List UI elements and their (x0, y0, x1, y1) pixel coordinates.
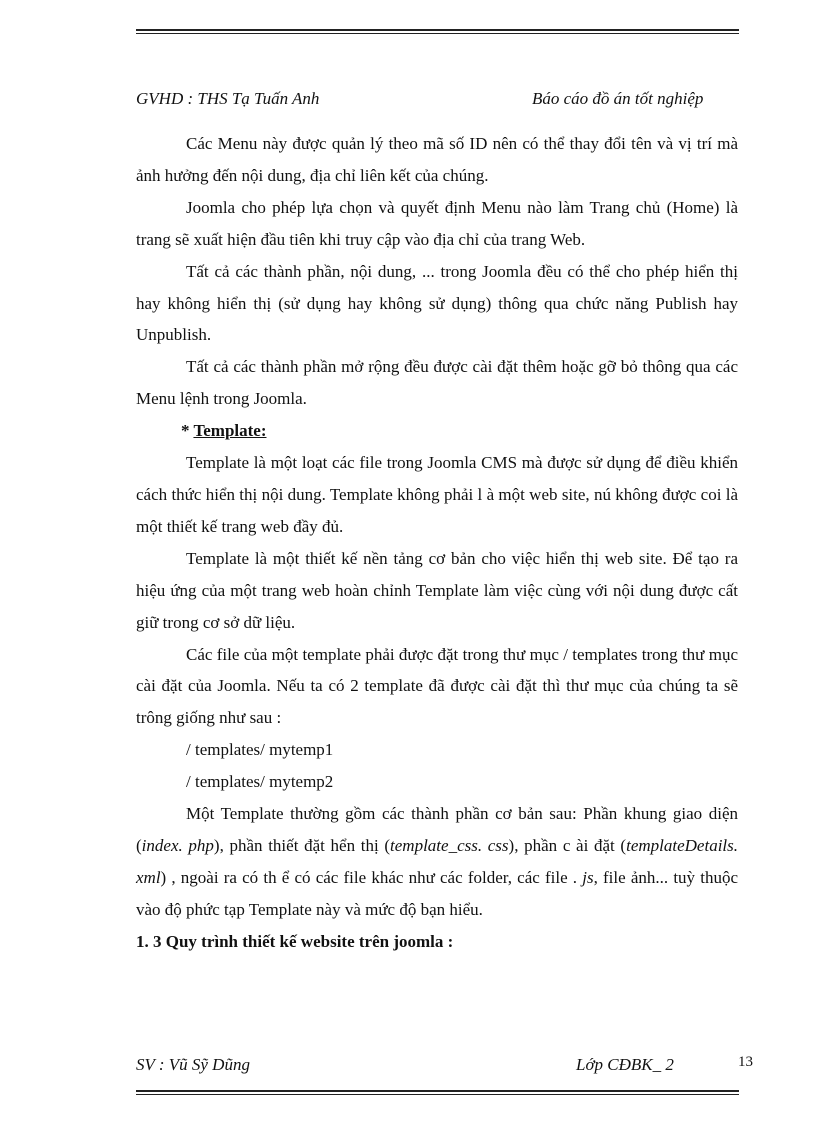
file-js: js (577, 867, 594, 887)
file-index-php: index. php (141, 835, 214, 855)
file-template-details: templateDetails. xml (136, 835, 739, 887)
text-run: ) , ngoài ra có th ể có các file khác như các folder, các file . (160, 867, 578, 887)
template-subheading (136, 415, 738, 447)
text-run: ), phần thiết đặt hển thị ( (213, 835, 391, 855)
page-body (136, 128, 738, 958)
header-supervisor: GVHD : THS Tạ Tuấn Anh (136, 89, 320, 108)
paragraph-template-def: Template là một loạt các file trong Joomla CMS mà được sử dụng để điều khiển cách thức hiển thị nội dung. Template không phải l à một web site, nú không được coi là một thiết kế trang web đầy đủ. (136, 453, 738, 536)
text-run: Một Template thường gồm các thành phần cơ bản sau: Phần khung giao diện ( (136, 804, 738, 855)
bottom-double-rule (136, 1090, 739, 1095)
folder-path-1: / templates/ mytemp1 (186, 740, 334, 760)
paragraph-extensions: Tất cả các thành phần mở rộng đều được cài đặt thêm hoặc gỡ bỏ thông qua các Menu lệnh trong Joomla. (136, 357, 738, 409)
text-run: ), phần c ài đặt ( (508, 835, 627, 855)
header-report-title: Báo cáo đồ án tốt nghiệp (532, 89, 704, 108)
text-run: , file ảnh... tuỳ thuộc vào độ phức tạp Template này và mức độ bạn hiểu. (136, 867, 738, 919)
paragraph-menu-id: Các Menu này được quản lý theo mã số ID nên có thể thay đổi tên và vị trí mà ảnh hưởng đến nội dung, địa chỉ liên kết của chúng. (136, 134, 738, 185)
footer-student: SV : Vũ Sỹ Dũng (136, 1055, 250, 1074)
paragraph-home-menu: Joomla cho phép lựa chọn và quyết định Menu nào làm Trang chủ (Home) là trang sẽ xuất hiện đầu tiên khi truy cập vào địa chỉ của trang Web. (136, 197, 738, 249)
top-double-rule (136, 29, 739, 34)
page-number: 13 (738, 1054, 753, 1070)
footer-class: Lớp CĐBK_ 2 (576, 1055, 674, 1074)
section-heading-1-3: 1. 3 Quy trình thiết kế website trên joomla : (136, 931, 454, 951)
folder-path-2: / templates/ mytemp2 (186, 772, 334, 792)
template-subheading-text: Template: (193, 421, 267, 441)
paragraph-template-parts (136, 798, 738, 926)
paragraph-publish: Tất cả các thành phần, nội dung, ... trong Joomla đều có thể cho phép hiển thị hay không hiển thị (sử dụng hay không sử dụng) thông qua chức năng Publish hay Unpublish. (136, 261, 738, 345)
paragraph-template-design: Template là một thiết kế nền tảng cơ bản cho việc hiển thị web site. Để tạo ra hiệu ứng của một trang web hoàn chỉnh Template làm việc cùng với nội dung được cất giữ trong cơ sở dữ liệu. (136, 548, 738, 632)
file-template-css: template_css. css (390, 835, 509, 855)
bullet-asterisk: * (181, 421, 190, 441)
paragraph-template-folder: Các file của một template phải được đặt trong thư mục / templates trong thư mục cài đặt của Joomla. Nếu ta có 2 template đã được cài đặt thì thư mục của chúng ta sẽ trông giống như sau : (136, 644, 738, 728)
